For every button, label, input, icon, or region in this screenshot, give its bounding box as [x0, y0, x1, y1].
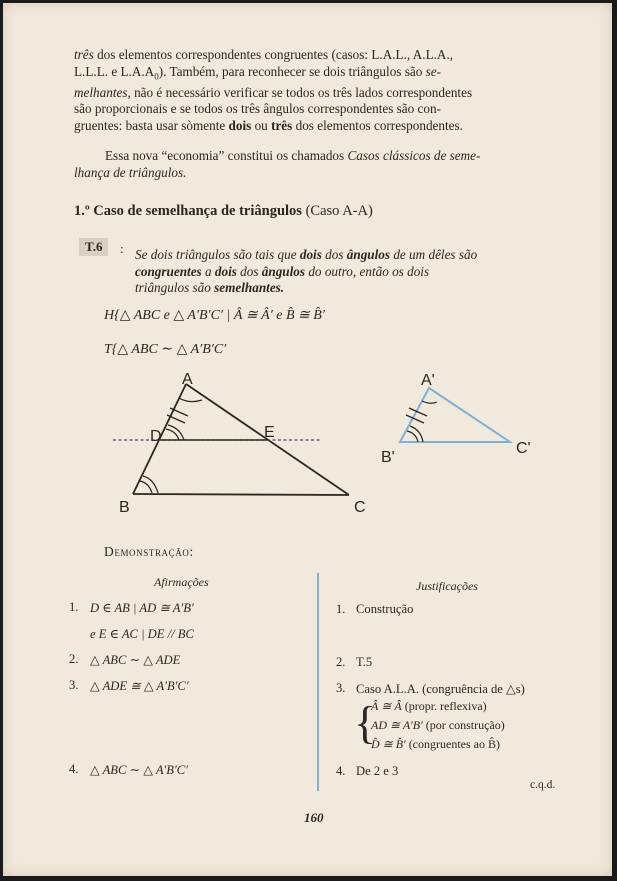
justification-4: De 2 e 3 [356, 764, 399, 778]
affirmation-1: D ∈ AB | AD ≅ A′B′ [90, 601, 194, 615]
theorem-bold: semelhantes. [214, 280, 285, 295]
angle-d-mark-1 [168, 425, 184, 440]
affirmation-3-num: 3. [69, 678, 79, 692]
theorem-text: do outro, então os dois [305, 263, 430, 279]
demonstration-title: Demonstração: [104, 544, 194, 559]
brace-expr: Â ≅ Â [371, 699, 402, 713]
angle-a-prime-mark [422, 401, 437, 403]
intro-line-4: são proporcionais e se todos os três ângulos correspondentes são con- [74, 101, 441, 117]
brace-expr: D̂ ≅ B̂′ [371, 737, 406, 751]
brace-item-1 [371, 699, 487, 714]
theorem-separator: : [120, 241, 124, 256]
theorem-text: triângulos são [135, 280, 215, 295]
angle-b-prime-mark-1 [410, 426, 423, 442]
brace-expr: AD ≅ A′B′ [371, 718, 423, 732]
intro-bold-dois: dois [228, 117, 252, 133]
affirmation-3: △ ADE ≅ △ A′B′C′ [90, 679, 189, 693]
intro-line-2: L.L.L. e L.A.A [74, 63, 155, 79]
book-page [3, 3, 612, 876]
vertex-label-d: D [150, 428, 162, 445]
justification-3: Caso A.L.A. (congruência de △s) [356, 682, 525, 696]
theorem-bold: dois [299, 247, 322, 262]
justification-2-num: 2. [336, 655, 346, 669]
affirmation-1-num: 1. [69, 600, 79, 614]
intro-subscript: 0 [154, 71, 159, 82]
theorem-text: de um dêles são [390, 247, 478, 262]
justification-4-num: 4. [336, 764, 346, 778]
section-case: (Caso A-A) [305, 203, 373, 219]
brace-item-3 [371, 737, 500, 752]
affirmation-1b: e E ∈ AC | DE // BC [90, 627, 194, 641]
vertex-label-c: C [354, 499, 366, 516]
intro-line-3-italic: melhantes, [74, 84, 131, 100]
economy-italic: Casos clássicos de seme- [347, 148, 481, 163]
intro-line-2-rest: ). Também, para reconhecer se dois triângulos são [158, 63, 423, 79]
brace-item-2 [371, 718, 505, 733]
angle-a-mark [179, 398, 202, 402]
angle-b-mark-2 [140, 481, 152, 493]
intro-line-1: dos elementos correspondentes congruentes (casos: L.A.L., A.L.A., [93, 47, 454, 62]
figure-abc [113, 371, 366, 516]
intro-line-3: não é necessário verificar se todos os três lados correspondentes [130, 84, 473, 100]
vertex-label-a: A [182, 371, 193, 388]
section-number: 1.º [74, 203, 90, 219]
hypothesis: H{△ ABC e △ A′B′C′ | Â ≅ Â′ e B̂ ≅ B̂′ [104, 308, 325, 323]
figure-a-prime [381, 372, 531, 466]
vertex-label-c-prime: C' [516, 440, 531, 457]
triangle-a-prime [400, 388, 510, 442]
qed: c.q.d. [530, 779, 556, 791]
intro-bold-tres: três [271, 117, 293, 133]
theorem-label: T.6 [79, 238, 108, 256]
affirmation-2-num: 2. [69, 652, 79, 666]
theorem-text: a [201, 263, 215, 279]
col-header-affirmations: Afirmações [154, 575, 209, 589]
brace-note: (propr. reflexiva) [404, 699, 487, 713]
page-number: 160 [304, 810, 324, 825]
intro-line-5: gruentes: basta usar sòmente [74, 117, 229, 133]
theorem-bold: ângulos [346, 247, 391, 262]
brace-note: (por construção) [425, 718, 505, 732]
vertex-label-b: B [119, 499, 130, 516]
col-header-justifications: Justificações [416, 579, 478, 593]
economy-line-1: Essa nova “economia” constitui os chamados [105, 148, 348, 163]
justification-2: T.5 [356, 655, 373, 669]
intro-line-2-italic: se- [425, 63, 441, 79]
angle-b-prime-mark-2 [407, 431, 418, 442]
side-bc [133, 494, 349, 495]
figures [3, 3, 612, 876]
affirmation-2: △ ABC ∼ △ ADE [90, 653, 181, 667]
theorem-text: dos [236, 263, 262, 279]
brace: { [354, 697, 377, 748]
angle-d-mark-2 [166, 429, 179, 440]
justification-1: Construção [356, 602, 414, 616]
economy-line-2: lhança de triângulos. [74, 164, 187, 180]
tick-a-prime-1 [406, 415, 424, 423]
theorem-bold: ângulos [261, 263, 306, 279]
brace-note: (congruentes ao B̂) [408, 737, 500, 751]
affirmation-4: △ ABC ∼ △ A′B′C′ [90, 763, 188, 777]
vertex-label-e: E [264, 424, 275, 441]
vertex-label-a-prime: A' [421, 372, 435, 389]
justification-3-num: 3. [336, 681, 346, 695]
justification-1-num: 1. [336, 602, 346, 616]
intro-word: três [74, 47, 94, 62]
section-title: Caso de semelhança de triângulos [93, 203, 302, 219]
vertex-label-b-prime: B' [381, 449, 395, 466]
affirmation-4-num: 4. [69, 762, 79, 776]
intro-line-5-or: ou [251, 117, 272, 133]
theorem-text: dos [321, 247, 347, 262]
theorem-bold: dois [214, 263, 237, 279]
theorem-bold: congruentes [135, 263, 202, 279]
intro-line-5-end: dos elementos correspondentes. [292, 117, 463, 133]
theorem-text: Se dois triângulos são tais que [135, 247, 300, 262]
thesis: T{△ ABC ∼ △ A′B′C′ [104, 342, 227, 357]
